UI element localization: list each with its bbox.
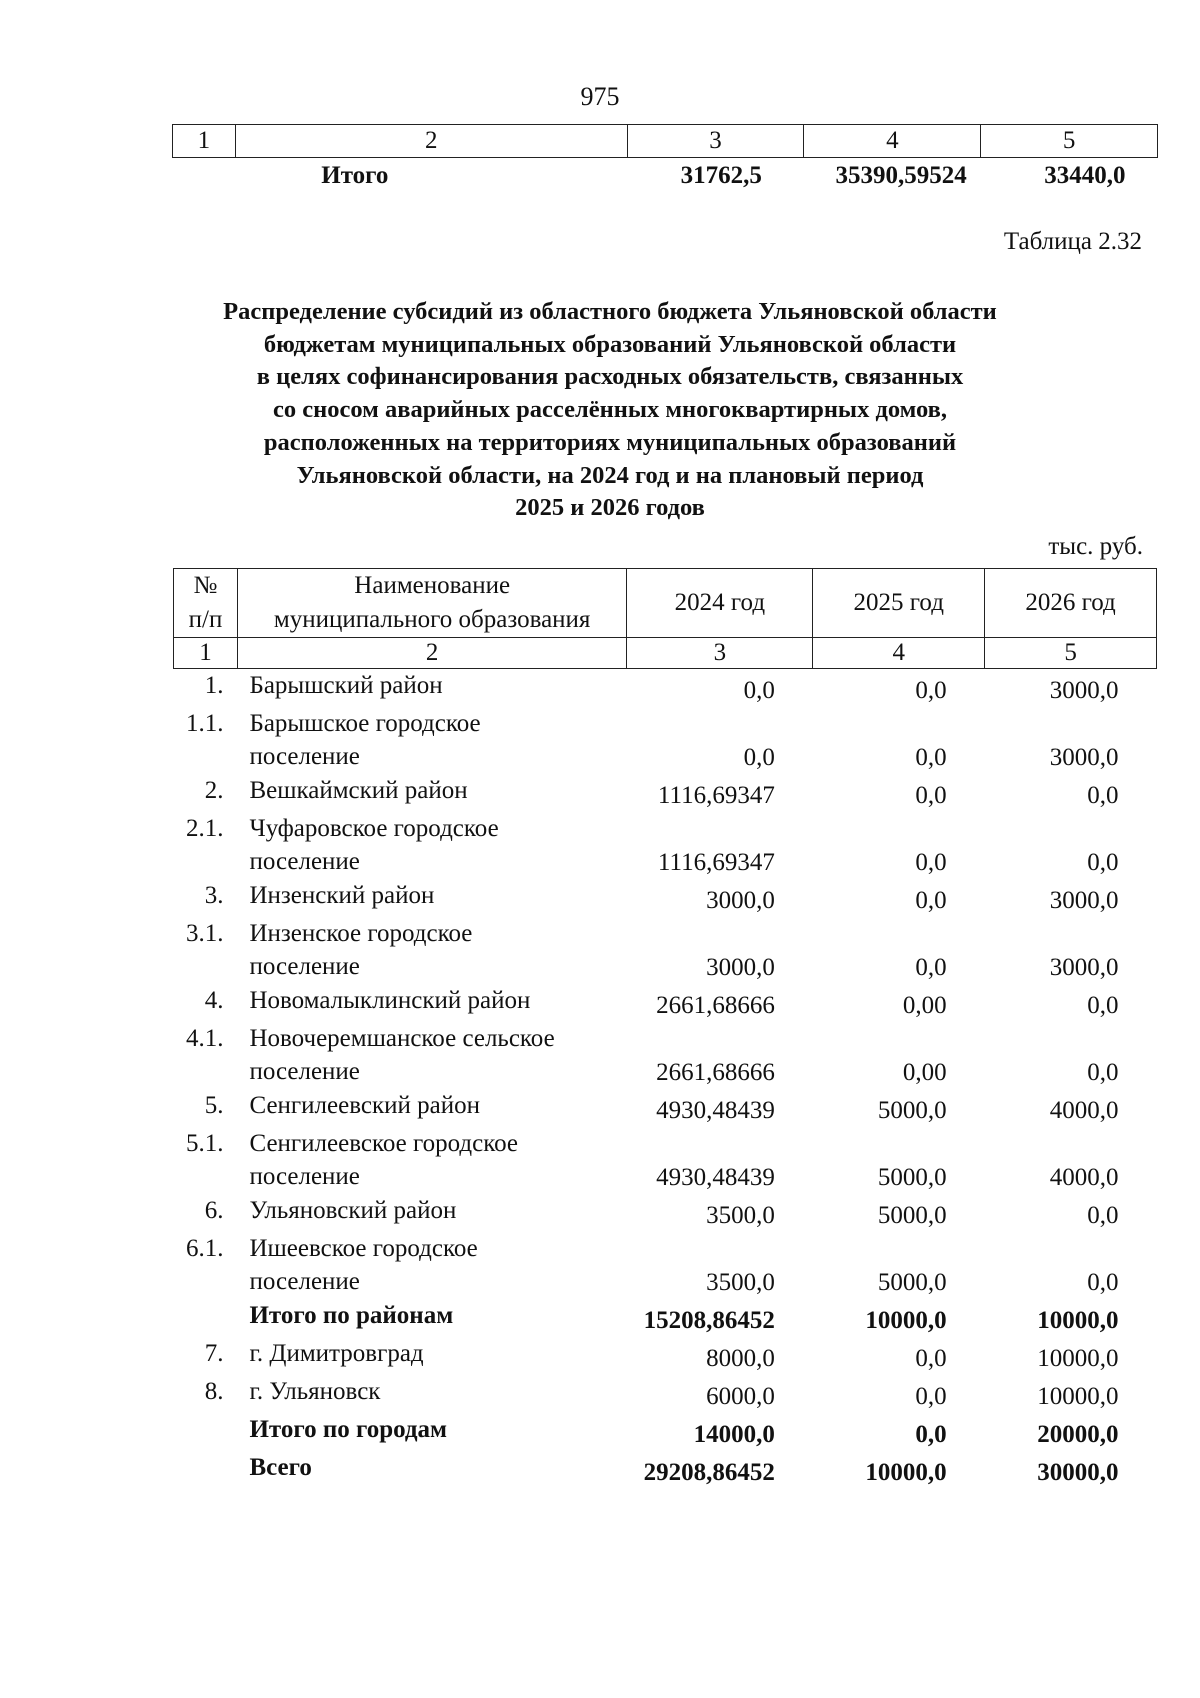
value-2025: 0,00 (902, 1059, 947, 1086)
row-number: 5.1. (185, 1130, 224, 1157)
header-name (237, 569, 626, 638)
value-2025: 0,0 (915, 782, 947, 809)
header-2024: 2024 год (627, 569, 813, 638)
header-name-line1: Наименование (354, 572, 511, 599)
row-name (237, 1375, 626, 1413)
value-2024: 4930,48439 (656, 1164, 775, 1191)
row-name-line2: поселение (249, 1058, 360, 1085)
row-name (237, 984, 626, 1022)
row-name (237, 1451, 626, 1489)
table-row (174, 1127, 1157, 1194)
title-line: бюджетам муниципальных образований Ульяновской области (263, 330, 957, 358)
column-number: 2 (237, 638, 626, 669)
column-number: 3 (627, 638, 813, 669)
title-line: Распределение субсидий из областного бюджета Ульяновской области (223, 298, 997, 325)
value-2026: 10000,0 (1037, 1383, 1119, 1410)
row-name-line2: поселение (249, 1163, 360, 1190)
row-name-line1: Инзенское городское (249, 920, 473, 947)
table-row (174, 1375, 1157, 1413)
row-name (237, 1127, 626, 1194)
row-number: 3. (204, 882, 224, 909)
row-number: 6. (204, 1197, 224, 1224)
row-name-line1: Ишеевское городское (249, 1235, 478, 1262)
row-name-line1: Ульяновский район (249, 1197, 457, 1224)
row-name (237, 669, 626, 708)
row-name (237, 1194, 626, 1232)
header-name-line2: муниципального образования (273, 606, 591, 633)
value-2025: 0,0 (915, 954, 947, 981)
row-number: 2. (204, 777, 224, 804)
value-2026: 10000,0 (1037, 1307, 1119, 1334)
row-name-line2: поселение (249, 1268, 360, 1295)
value-2025: 0,0 (915, 887, 947, 914)
value-2024: 3000,0 (706, 887, 775, 914)
title-line: 2025 и 2026 годов (515, 494, 705, 522)
value-2026: 0,0 (1087, 782, 1119, 809)
value-2024: 1116,69347 (657, 849, 775, 876)
prev-table-header-row (173, 125, 1158, 158)
header-number-line1: № (193, 572, 218, 599)
row-number: 8. (204, 1378, 224, 1405)
table-row (174, 1022, 1157, 1089)
column-number: 4 (813, 638, 985, 669)
table-row (174, 984, 1157, 1022)
row-name (237, 1089, 626, 1127)
value-2025: 5000,0 (877, 1164, 947, 1191)
row-name-line1: Сенгилеевский район (249, 1092, 480, 1119)
row-name (237, 812, 626, 879)
table-title (150, 296, 1070, 525)
header-number (174, 569, 238, 638)
value-2025: 5000,0 (877, 1269, 947, 1296)
value-2026: 3000,0 (1049, 677, 1119, 704)
row-number (174, 1299, 238, 1337)
table-body (174, 669, 1157, 1490)
value-2025: 0,0 (915, 677, 947, 704)
value-2026: 3000,0 (1049, 954, 1119, 981)
table-row (174, 1089, 1157, 1127)
value-2024: 0,0 (743, 744, 775, 771)
prev-col-number-1: 1 (173, 125, 236, 158)
row-number: 4.1. (185, 1025, 224, 1052)
table-row (174, 917, 1157, 984)
table-row (174, 1337, 1157, 1375)
prev-total-value-4: 35390,59524 (835, 162, 967, 189)
row-name-line1: Новомалыклинский район (249, 987, 531, 1014)
row-name-line1: Сенгилеевское городское (249, 1130, 519, 1157)
row-number: 1. (204, 672, 224, 699)
row-name-line2: поселение (249, 848, 360, 875)
table-row (174, 1451, 1157, 1489)
prev-col-number-5: 5 (981, 125, 1158, 158)
value-2026: 30000,0 (1037, 1459, 1119, 1486)
row-number: 1.1. (185, 710, 224, 737)
column-numbers-row (174, 638, 1157, 669)
value-2024: 14000,0 (693, 1421, 775, 1448)
row-name (237, 917, 626, 984)
value-2024: 6000,0 (706, 1383, 775, 1410)
value-2026: 0,0 (1087, 849, 1119, 876)
table-row (174, 1194, 1157, 1232)
table-row (174, 707, 1157, 774)
row-number: 5. (204, 1092, 224, 1119)
row-name-line1: Чуфаровское городское (249, 815, 499, 842)
header-2026: 2026 год (985, 569, 1157, 638)
row-number (174, 1413, 238, 1451)
subsidy-table (173, 568, 1157, 1489)
value-2024: 3500,0 (706, 1202, 775, 1229)
prev-total-label: Итого (321, 162, 389, 189)
row-name-line1: г. Ульяновск (249, 1378, 381, 1405)
value-2025: 10000,0 (865, 1459, 947, 1486)
previous-table-fragment (172, 124, 1158, 202)
value-2026: 4000,0 (1049, 1164, 1119, 1191)
column-number: 5 (985, 638, 1157, 669)
row-number (174, 1451, 238, 1489)
title-line: со сносом аварийных расселённых многоквартирных домов, (273, 396, 947, 424)
value-2025: 0,0 (915, 1421, 947, 1448)
table-row (174, 812, 1157, 879)
header-2025: 2025 год (813, 569, 985, 638)
prev-table-total-row (173, 158, 1158, 203)
prev-col-number-2: 2 (235, 125, 627, 158)
value-2024: 2661,68666 (656, 992, 775, 1019)
table-row (174, 879, 1157, 917)
row-name (237, 1299, 626, 1337)
prev-col-number-4: 4 (804, 125, 981, 158)
row-name-line1: Всего (249, 1454, 312, 1481)
table-row (174, 1413, 1157, 1451)
row-number: 4. (204, 987, 224, 1014)
row-name (237, 1337, 626, 1375)
value-2024: 4930,48439 (656, 1097, 775, 1124)
value-2025: 5000,0 (877, 1202, 947, 1229)
table-caption: Таблица 2.32 (1003, 228, 1142, 255)
title-line: в целях софинансирования расходных обязательств, связанных (256, 363, 964, 391)
value-2025: 0,0 (915, 744, 947, 771)
value-2025: 0,0 (915, 1383, 947, 1410)
row-name (237, 774, 626, 812)
row-number: 7. (204, 1340, 224, 1367)
row-name-line1: Новочеремшанское сельское (249, 1025, 555, 1052)
value-2026: 0,0 (1087, 1202, 1119, 1229)
row-name-line1: Барышское городское (249, 710, 481, 737)
row-name-line2: поселение (249, 743, 360, 770)
value-2026: 20000,0 (1037, 1421, 1119, 1448)
row-name-line1: г. Димитровград (249, 1340, 424, 1367)
value-2026: 0,0 (1087, 1269, 1119, 1296)
value-2024: 8000,0 (706, 1345, 775, 1372)
row-name-line1: Инзенский район (249, 882, 435, 909)
value-2025: 0,00 (902, 992, 947, 1019)
table-row (174, 1232, 1157, 1299)
row-name-line1: Итого по районам (249, 1302, 454, 1329)
value-2026: 0,0 (1087, 1059, 1119, 1086)
value-2024: 29208,86452 (643, 1459, 775, 1486)
value-2024: 3000,0 (706, 954, 775, 981)
table-row (174, 774, 1157, 812)
value-2026: 3000,0 (1049, 744, 1119, 771)
table-row (174, 1299, 1157, 1337)
title-line: Ульяновской области, на 2024 год и на плановый период (296, 461, 924, 489)
value-2026: 3000,0 (1049, 887, 1119, 914)
value-2025: 0,0 (915, 849, 947, 876)
value-2024: 2661,68666 (656, 1059, 775, 1086)
row-name (237, 879, 626, 917)
row-name-line1: Барышский район (249, 672, 443, 699)
row-number: 6.1. (185, 1235, 224, 1262)
column-number: 1 (174, 638, 238, 669)
value-2024: 15208,86452 (643, 1307, 775, 1334)
value-2025: 5000,0 (877, 1097, 947, 1124)
value-2025: 10000,0 (865, 1307, 947, 1334)
row-number: 3.1. (185, 920, 224, 947)
row-name (237, 1232, 626, 1299)
prev-col-number-3: 3 (627, 125, 804, 158)
header-number-line2: п/п (188, 606, 223, 633)
value-2026: 4000,0 (1049, 1097, 1119, 1124)
table-row (174, 669, 1157, 708)
table-header-row (174, 569, 1157, 638)
row-number: 2.1. (185, 815, 224, 842)
row-name (237, 1022, 626, 1089)
value-2026: 0,0 (1087, 992, 1119, 1019)
row-name-line2: поселение (249, 953, 360, 980)
value-2026: 10000,0 (1037, 1345, 1119, 1372)
prev-total-value-3: 31762,5 (680, 162, 762, 189)
prev-total-value-5: 33440,0 (1044, 162, 1126, 189)
row-name (237, 1413, 626, 1451)
row-name-line1: Вешкаймский район (249, 777, 468, 804)
page-number: 975 (580, 82, 620, 111)
value-2024: 1116,69347 (657, 782, 775, 809)
units-label: тыс. руб. (1048, 533, 1143, 560)
value-2025: 0,0 (915, 1345, 947, 1372)
row-name-line1: Итого по городам (249, 1416, 448, 1443)
row-name (237, 707, 626, 774)
title-line: расположенных на территориях муниципальных образований (263, 428, 957, 456)
value-2024: 3500,0 (706, 1269, 775, 1296)
value-2024: 0,0 (743, 677, 775, 704)
